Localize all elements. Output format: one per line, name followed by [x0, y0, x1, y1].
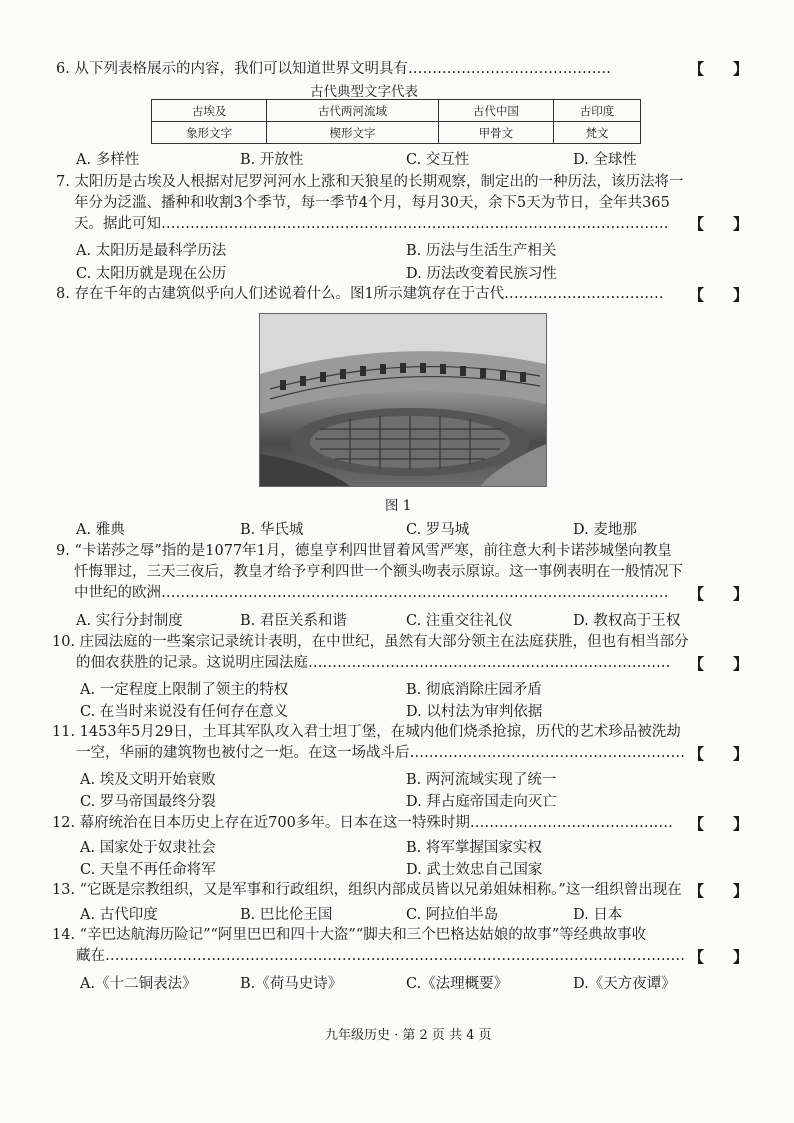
option-a[interactable]: A. 国家处于奴隶社会	[80, 840, 216, 856]
option-d[interactable]: D. 麦地那	[573, 522, 637, 538]
question-number: 13.	[52, 882, 76, 898]
option-a[interactable]: A. 埃及文明开始衰败	[80, 772, 216, 788]
question-12-stem	[52, 813, 673, 834]
question-text-line: 天。据此可知……………………………………………………………………………………………	[74, 216, 669, 232]
question-text-line: 庄园法庭的一些案宗记录统计表明，在中世纪，虽然有大部分领主在法庭获胜，但也有相当部分	[79, 634, 689, 650]
question-6-stem	[56, 59, 611, 80]
question-7-stem	[56, 172, 683, 235]
option-b[interactable]: B. 巴比伦王国	[240, 907, 333, 923]
option-d[interactable]: D. 武士效忠自己国家	[406, 862, 543, 878]
figure-caption: 图 1	[385, 498, 412, 514]
colosseum-illustration	[260, 314, 546, 486]
option-d[interactable]: D.《天方夜谭》	[573, 976, 676, 992]
option-c[interactable]: C. 罗马城	[406, 522, 470, 538]
option-c[interactable]: C.《法理概要》	[406, 976, 509, 992]
question-number: 6.	[56, 61, 70, 77]
question-number: 7.	[56, 174, 70, 190]
question-9-stem	[56, 541, 683, 604]
question-10-stem	[52, 632, 689, 674]
question-14-stem	[52, 925, 685, 967]
writing-table	[151, 99, 641, 144]
option-a[interactable]: A.《十二铜表法》	[80, 976, 197, 992]
question-text-line: 太阳历是古埃及人根据对尼罗河河水上涨和天狼星的长期观察，制定出的一种历法，该历法将一	[74, 174, 684, 190]
question-number: 12.	[52, 815, 76, 831]
question-8-stem	[56, 284, 664, 305]
option-d[interactable]: D. 历法改变着民族习性	[406, 266, 557, 282]
option-d[interactable]: D. 教权高于王权	[573, 613, 681, 629]
question-number: 10.	[52, 634, 76, 650]
option-c[interactable]: C. 天皇不再任命将军	[80, 862, 216, 878]
question-text-line: “卡诺莎之辱”指的是1077年1月，德皇亨利四世冒着风雪严寒，前往意大利卡诺莎城堡向教皇	[74, 543, 672, 559]
question-text-line: 1453年5月29日，土耳其军队攻入君士坦丁堡，在城内他们烧杀抢掠，历代的艺术珍品被洗劫	[79, 724, 681, 740]
option-a[interactable]: A. 太阳历是最科学历法	[76, 243, 227, 259]
table-header-cell: 古代中国	[438, 100, 553, 122]
option-b[interactable]: B. 将军掌握国家实权	[406, 840, 542, 856]
question-number: 8.	[56, 286, 70, 302]
question-text-line: 年分为泛滥、播种和收割3个季节，每一季节4个月，每月30天，余下5天为节日，全年共365	[74, 195, 670, 211]
question-13-stem	[52, 880, 682, 901]
question-text: “它既是宗教组织，又是军事和行政组织，组织内部成员皆以兄弟姐妹相称。”这一组织曾出现在	[79, 882, 682, 898]
table-cell: 甲骨文	[438, 122, 553, 144]
question-number: 9.	[56, 543, 70, 559]
option-c[interactable]: C. 阿拉伯半岛	[406, 907, 499, 923]
option-d[interactable]: D. 以村法为审判依据	[406, 704, 543, 720]
option-a[interactable]: A. 一定程度上限制了领主的特权	[80, 682, 289, 698]
question-text-line: 一空，华丽的建筑物也被付之一炬。在这一场战斗后…………………………………………………	[76, 745, 685, 761]
option-c[interactable]: C. 交互性	[406, 152, 470, 168]
option-c[interactable]: C. 罗马帝国最终分裂	[80, 794, 216, 810]
option-d[interactable]: D. 全球性	[573, 152, 637, 168]
option-b[interactable]: B. 历法与生活生产相关	[406, 243, 557, 259]
question-text: 从下列表格展示的内容，我们可以知道世界文明具有……………………………………	[74, 61, 611, 77]
option-b[interactable]: B. 开放性	[240, 152, 304, 168]
option-d[interactable]: D. 日本	[573, 907, 623, 923]
question-11-stem	[52, 722, 685, 764]
option-a[interactable]: A. 实行分封制度	[76, 613, 183, 629]
table-caption: 古代典型文字代表	[310, 84, 418, 100]
table-header-cell: 古代两河流域	[267, 100, 439, 122]
exam-page: 6. 从下列表格展示的内容，我们可以知道世界文明具有…………………………………… 【 】 古代典型文字代表 古埃及 古代两河流域 古代中国 古印度 象形文字 楔形文字 甲骨文 梵文 A. 多样性 B. 开放性 C. 交互性 D. 全球性 7. 太阳历是古埃及人根据对尼罗河河水上涨和天狼星的长期观察，制定出的一种历法，该历法将一 年分为泛滥、播种和收割3个季节，每一季节4个月，每月30天，余下5天为节日，全年共365 天。据此可知…………………………………………………………………………………………… 【 】 A. 太阳历是最科学历法 B. 历法与生活生产相关 C. 太阳历就是现在公历 D. 历法改变着民族习性 8. 存在千年的古建筑似乎向人们述说着什么。图1所示建筑存在于古代…………………………… 【 】 图 1 A. 雅典 B. 华氏城 C. 罗马城 D. 麦地那 9. “卡诺莎之辱”指的是1077年1月，德皇亨利四世冒着风雪严寒，前往意大利卡诺莎城堡向教皇 忏悔罪过，三天三夜后，教皇才给予亨利四世一个额头吻表示原谅。这一事例表明在一般情况下 中世纪的欧洲…………………………………………………………………………………………… 【 】 A. 实行分封制度 B. 君臣关系和谐 C. 注重交往礼仪 D. 教权高于王权 10. 庄园法庭的一些案宗记录统计表明，在中世纪，虽然有大部分领主在法庭获胜，但也有相当部分 的佃农获胜的记录。这说明庄园法庭………………………………………………………………… 【 】 A. 一定程度上限制了领主的特权 B. 彻底消除庄园矛盾 C. 在当时来说没有任何存在意义 D. 以村法为审判依据 11. 1453年5月29日，土耳其军队攻入君士坦丁堡，在城内他们烧杀抢掠，历代的艺术珍品被洗劫 一空，华丽的建筑物也被付之一炬。在这一场战斗后………………………………………………… 【 】 A. 埃及文明开始衰败 B. 两河流域实现了统一 C. 罗马帝国最终分裂 D. 拜占庭帝国走向灭亡 12. 幕府统治在日本历史上存在近700多年。日本在这一特殊时期…………………………………… 【 】 A. 国家处于奴隶社会 B. 将军掌握国家实权 C. 天皇不再任命将军 D. 武士效忠自己国家 13. “它既是宗教组织，又是军事和行政组织，组织内部成员皆以兄弟姐妹相称。”这一组织曾出现在 【 】 A. 古代印度 B. 巴比伦王国 C. 阿拉伯半岛 D. 日本 14. “辛巴达航海历险记”“阿里巴巴和四十大盗”“脚夫和三个巴格达姑娘的故事”等经典故事收 藏在………………………………………………………………………………………………………… 【 】 A.《十二铜表法》 B.《荷马史诗》 C.《法理概要》 D.《天方夜谭》 九年级历史 · 第 2 页 共 4 页	[52, 60, 748, 1043]
question-text-line: 藏在…………………………………………………………………………………………………………	[76, 948, 685, 964]
question-text-line: 的佃农获胜的记录。这说明庄园法庭…………………………………………………………………	[76, 655, 671, 671]
table-cell: 梵文	[553, 122, 640, 144]
table-header-cell: 古印度	[553, 100, 640, 122]
question-text: 幕府统治在日本历史上存在近700多年。日本在这一特殊时期……………………………………	[79, 815, 673, 831]
option-c[interactable]: C. 在当时来说没有任何存在意义	[80, 704, 289, 720]
option-a[interactable]: A. 多样性	[76, 152, 140, 168]
page-footer: 九年级历史 · 第 2 页 共 4 页	[325, 1028, 492, 1043]
option-a[interactable]: A. 古代印度	[80, 907, 158, 923]
table-header-cell: 古埃及	[152, 100, 267, 122]
option-b[interactable]: B. 两河流域实现了统一	[406, 772, 557, 788]
option-b[interactable]: B. 华氏城	[240, 522, 304, 538]
question-number: 11.	[52, 724, 76, 740]
question-number: 14.	[52, 927, 76, 943]
option-c[interactable]: C. 太阳历就是现在公历	[76, 266, 227, 282]
option-a[interactable]: A. 雅典	[76, 522, 125, 538]
question-text-line: “辛巴达航海历险记”“阿里巴巴和四十大盗”“脚夫和三个巴格达姑娘的故事”等经典故事收	[79, 927, 647, 943]
option-b[interactable]: B.《荷马史诗》	[240, 976, 343, 992]
option-b[interactable]: B. 彻底消除庄园矛盾	[406, 682, 542, 698]
question-text-line: 中世纪的欧洲……………………………………………………………………………………………	[74, 585, 669, 601]
option-b[interactable]: B. 君臣关系和谐	[240, 613, 347, 629]
option-c[interactable]: C. 注重交往礼仪	[406, 613, 513, 629]
question-text-line: 忏悔罪过，三天三夜后，教皇才给予亨利四世一个额头吻表示原谅。这一事例表明在一般情况下	[74, 564, 683, 580]
option-d[interactable]: D. 拜占庭帝国走向灭亡	[406, 794, 557, 810]
table-cell: 楔形文字	[267, 122, 439, 144]
table-cell: 象形文字	[152, 122, 267, 144]
question-text: 存在千年的古建筑似乎向人们述说着什么。图1所示建筑存在于古代……………………………	[74, 286, 664, 302]
colosseum-photo	[259, 313, 547, 487]
